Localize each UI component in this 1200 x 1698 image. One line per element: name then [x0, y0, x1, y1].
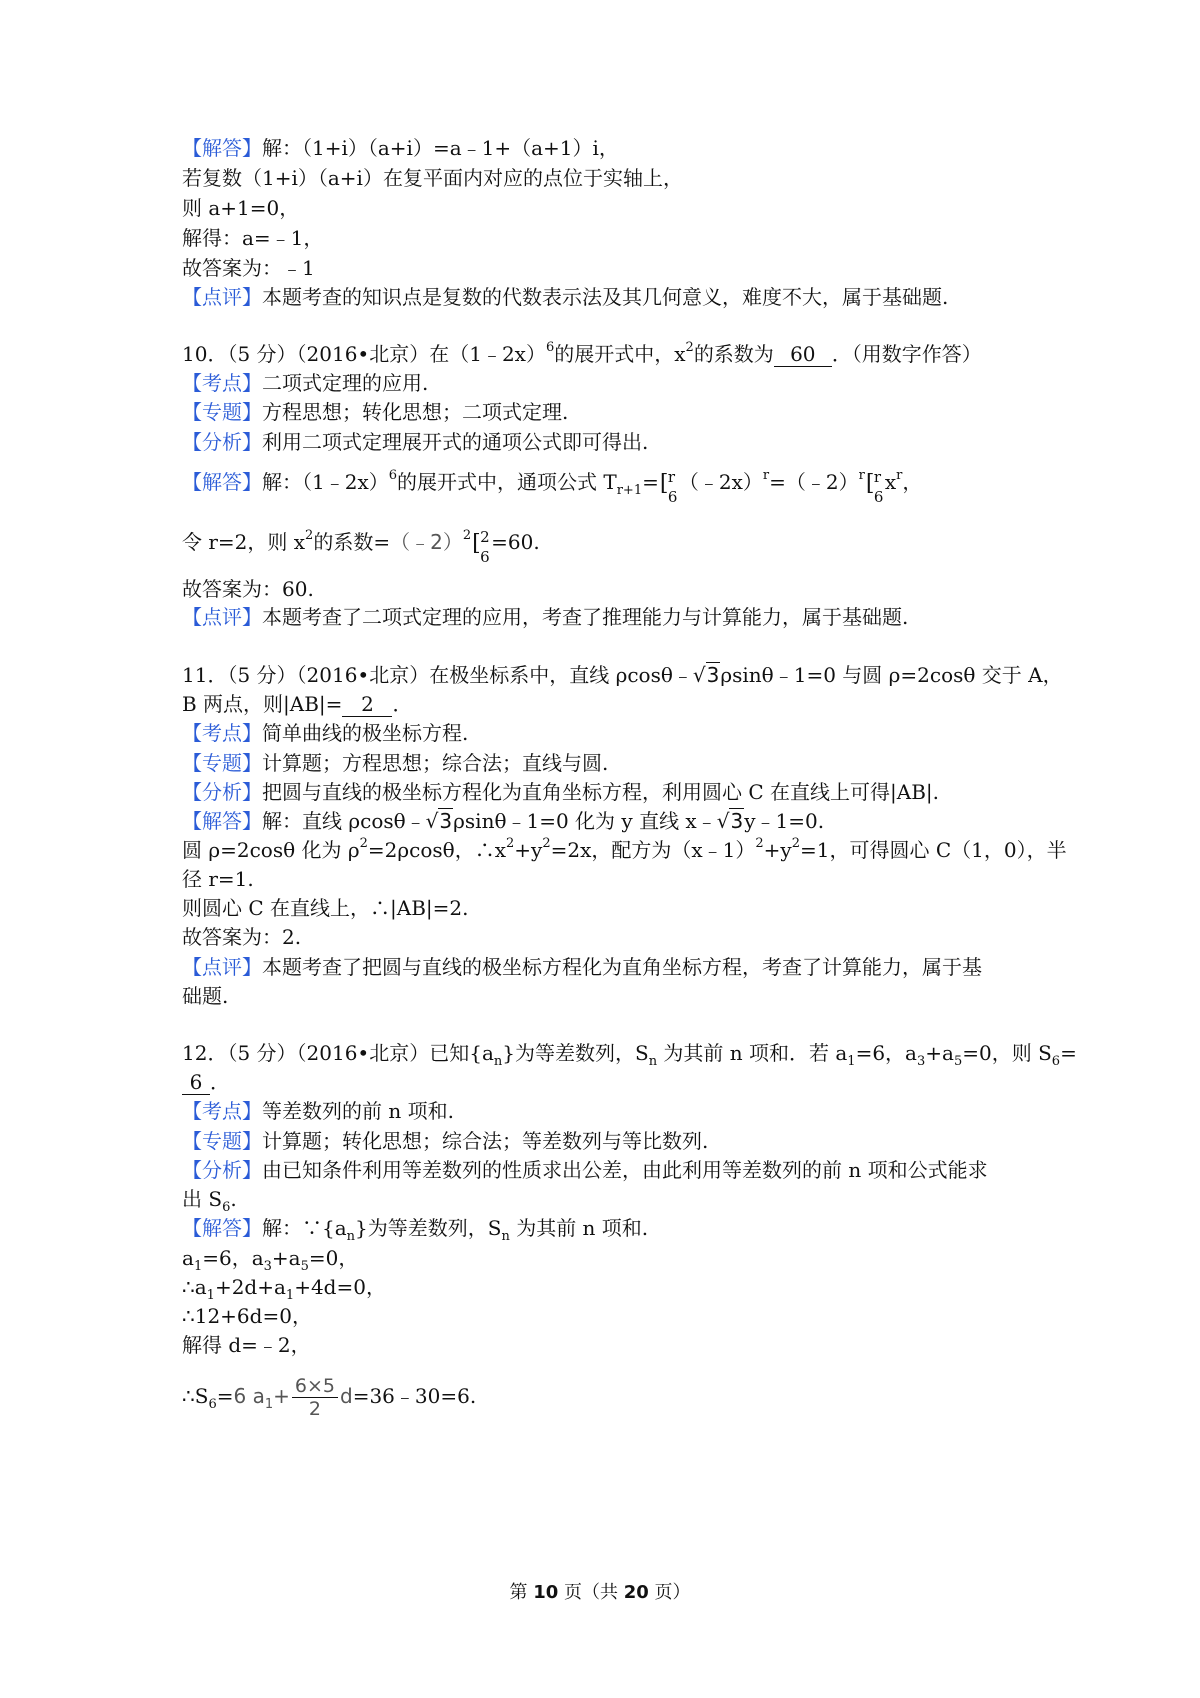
q11-stem-line2: B 两点，则|AB|= 2 ． [182, 692, 413, 716]
answer-tag: 【解答】 [182, 136, 262, 160]
q12-fenxi-line2: 出 $S_6$. [182, 1187, 237, 1215]
q10-jieda-line1: 【解答】解：（1﹣2x）$^6$的展开式中，通项公式 $T_{r+1}=$ [ r 6 （﹣2x）$^r$=（﹣2）$^r$ [ r 6 $x^r$， [182, 467, 923, 506]
q10-stem: 10．（5 分）（2016•北京）在（1﹣2x）$^6$的展开式中，$x^2$的系数为 60 ．（用数字作答） [182, 340, 982, 366]
q11-review-line1: 【点评】本题考查了把圆与直线的极坐标方程化为直角坐标方程，考查了计算能力，属于基 [182, 955, 982, 979]
page-number: 10 [533, 1582, 559, 1603]
q12-kaodian: 【考点】等差数列的前 n 项和. [182, 1099, 454, 1123]
q11-jieda-line2: 圆 ρ=2cosθ 化为 $\rho^2=2\rho\cos\theta$，$\therefore x^2+y^2=2x$，配方为$(x﹣1)^2+y^2=1$，可得圆心 C（1，0），半 [182, 836, 1067, 862]
fraction: $\frac{6\times 5}{2}$ [292, 1375, 338, 1420]
sqrt-symbol: √3 [692, 663, 720, 687]
q10-zhuanti: 【专题】方程思想；转化思想；二项式定理. [182, 400, 569, 424]
q9-review: 【点评】本题考查的知识点是复数的代数表示法及其几何意义，难度不大，属于基础题. [182, 285, 949, 309]
q11-fenxi: 【分析】把圆与直线的极坐标方程化为直角坐标方程，利用圆心 C 在直线上可得|AB|. [182, 780, 939, 804]
q9-answer-line3: 则 a+1=0， [182, 196, 300, 220]
q12-jieda-line5: 解得 d=﹣2， [182, 1333, 311, 1357]
binomial-coefficient: [ r 6 [865, 467, 884, 506]
q11-jieda-line3: 径 r=1. [182, 867, 254, 891]
q11-stem-line1: 11．（5 分）（2016•北京）在极坐标系中，直线 ρcosθ﹣√3ρsinθ﹣1=0 与圆 ρ=2cosθ 交于 A， [182, 663, 1063, 687]
q10-answer-blank: 60 [774, 342, 832, 367]
q9-answer-line2: 若复数（1+i）（a+i）在复平面内对应的点位于实轴上， [182, 166, 683, 190]
q11-jieda-line1: 【解答】解：直线 ρcosθ﹣√3ρsinθ﹣1=0 化为 y 直线 x﹣√3y﹣1=0. [182, 809, 825, 833]
q9-answer-line4: 解得：a=﹣1， [182, 226, 324, 250]
q10-fenxi: 【分析】利用二项式定理展开式的通项公式即可得出. [182, 430, 649, 454]
q11-answer-blank: 2 [342, 692, 392, 717]
q10-review: 【点评】本题考查了二项式定理的应用，考查了推理能力与计算能力，属于基础题. [182, 605, 909, 629]
formula-image: （﹣2） [390, 530, 463, 554]
q12-jieda-line4: ∴12+6d=0， [182, 1304, 312, 1328]
q11-kaodian: 【考点】简单曲线的极坐标方程. [182, 721, 469, 745]
q10-jieda-line3: 故答案为：60. [182, 577, 314, 601]
q12-jieda-line6: $\therefore S_6=6$ $a_1+$ $\frac{6\times 5}{2}$ d=36﹣30=6. [182, 1375, 477, 1420]
q12-stem-line1: 12．（5 分）（2016•北京）已知$\{a_n\}$为等差数列，$S_n$ 为其前 n 项和．若 $a_1=6$，$a_3+a_5=0$，则 $S_6=$ [182, 1041, 1077, 1069]
q12-zhuanti: 【专题】计算题；转化思想；综合法；等差数列与等比数列. [182, 1129, 709, 1153]
q9-answer-line5: 故答案为：﹣1 [182, 256, 315, 280]
q10-jieda-line2: 令 r=2，则 $x^2$的系数=（﹣2）$^2$ [ 2 6 =60. [182, 527, 540, 566]
q11-jieda-line5: 故答案为：2. [182, 925, 302, 949]
binomial-coefficient: [ r 6 [659, 467, 678, 506]
review-tag: 【点评】 [182, 285, 262, 309]
page-footer: 第 10 页（共 20 页） [509, 1582, 691, 1603]
formula-image: 6 $a_1+$ $\frac{6\times 5}{2}$ d [233, 1375, 353, 1420]
q11-review-line2: 础题. [182, 984, 229, 1008]
q10-kaodian: 【考点】二项式定理的应用. [182, 371, 429, 395]
q11-jieda-line4: 则圆心 C 在直线上，∴|AB|=2. [182, 896, 469, 920]
q12-jieda-line2: $a_1=6$，$a_3+a_5=0$， [182, 1246, 359, 1274]
q12-answer-blank: 6 [182, 1070, 210, 1095]
q12-stem-line2: 6 ． [182, 1068, 230, 1096]
q12-jieda-line3: $\therefore a_1+2d+a_1+4d=0$， [182, 1275, 386, 1303]
page-total: 20 [623, 1582, 649, 1603]
sqrt-symbol: √3 [716, 809, 744, 833]
q12-fenxi-line1: 【分析】由已知条件利用等差数列的性质求出公差，由此利用等差数列的前 n 项和公式能求 [182, 1158, 988, 1182]
q12-jieda-line1: 【解答】解：$\because\{a_n\}$为等差数列，$S_n$ 为其前 n 项和. [182, 1216, 649, 1244]
q9-answer-line1: 【解答】解：（1+i）（a+i）=a﹣1+（a+1）i， [182, 136, 619, 160]
q11-zhuanti: 【专题】计算题；方程思想；综合法；直线与圆. [182, 751, 609, 775]
binomial-coefficient: [ 2 6 [472, 527, 490, 566]
sqrt-symbol: √3 [425, 809, 453, 833]
